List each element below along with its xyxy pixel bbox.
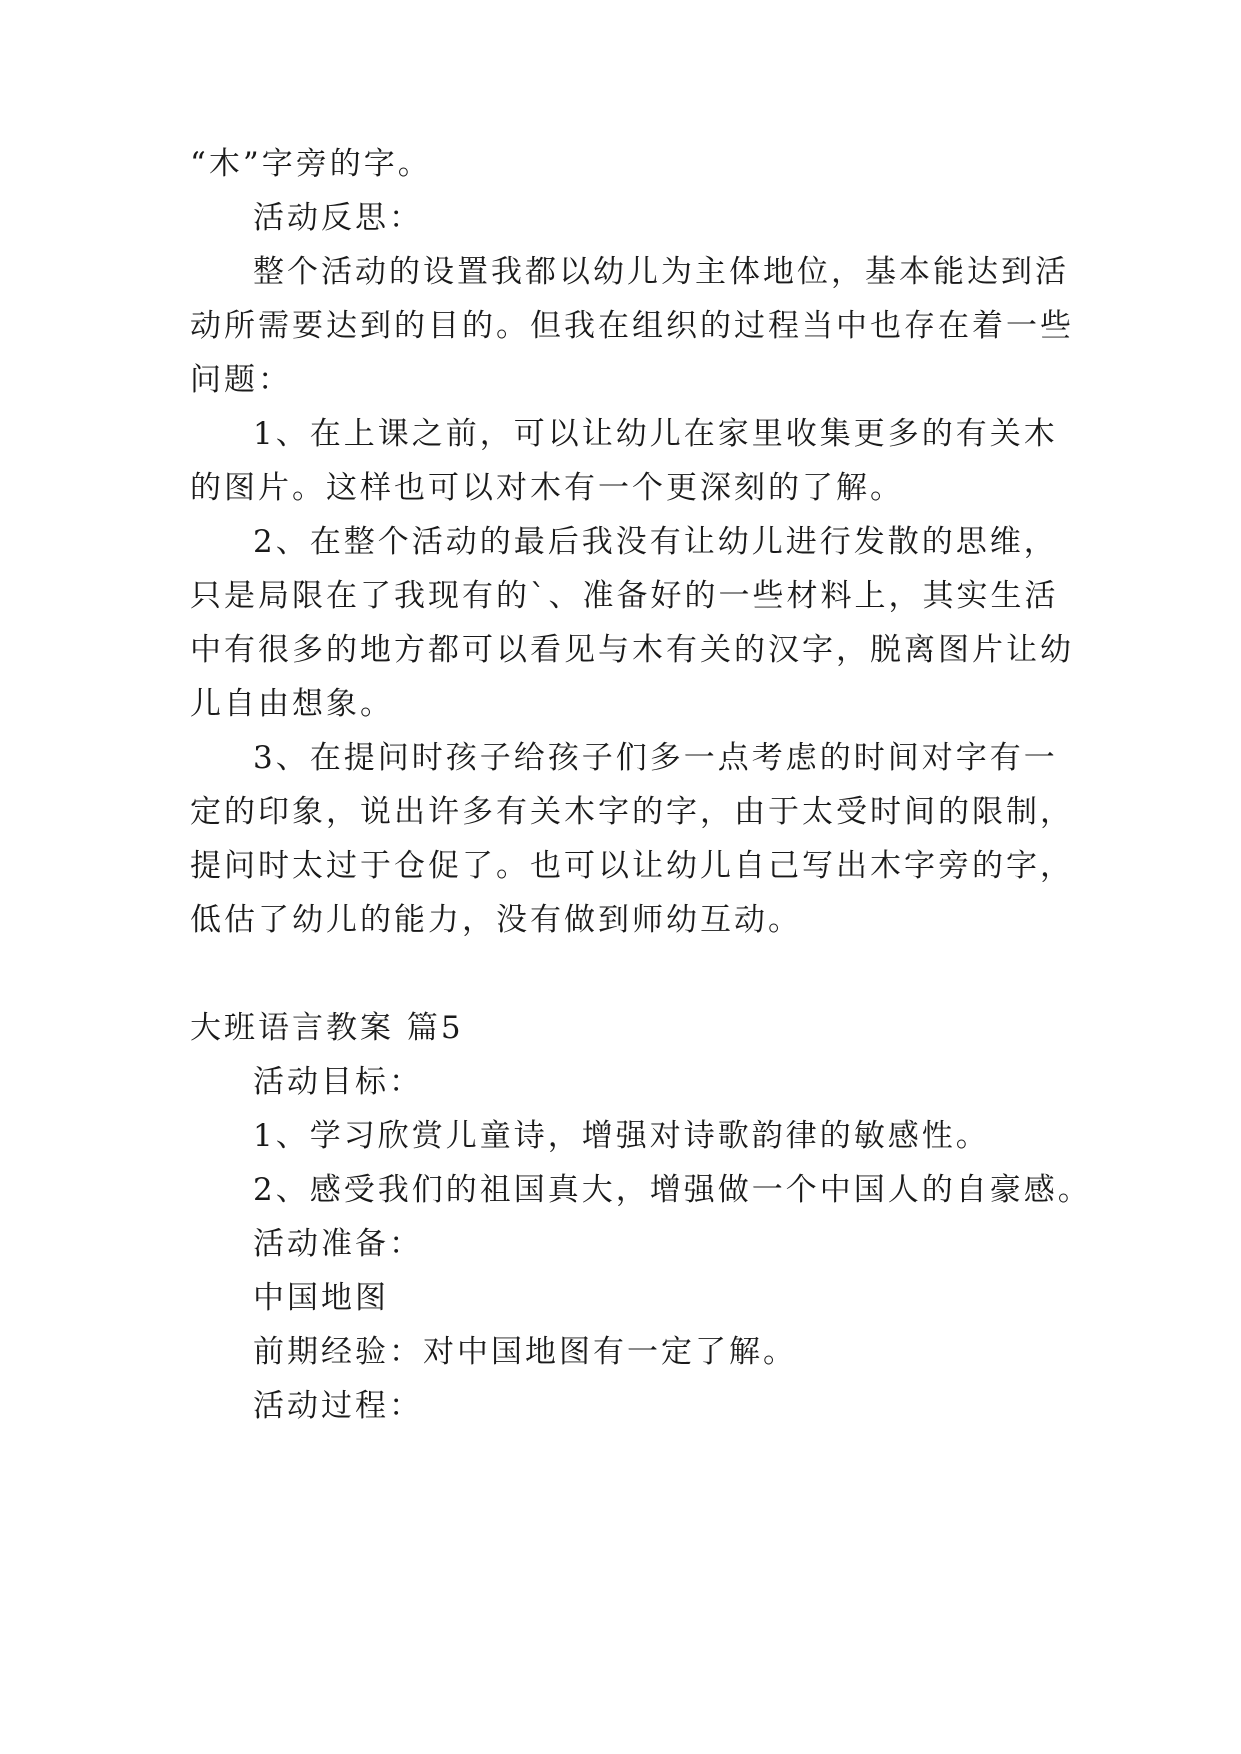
paragraph-line: “木”字旁的字。 xyxy=(190,146,432,182)
paragraph-line: 问题： xyxy=(190,362,292,398)
paragraph-line: 前期经验：对中国地图有一定了解。 xyxy=(253,1334,797,1370)
paragraph-line: 定的印象，说出许多有关木字的字，由于太受时间的限制， xyxy=(190,794,1074,830)
document-title: 大班语言教案 篇5 xyxy=(190,1010,464,1046)
paragraph-line: 2、在整个活动的最后我没有让幼儿进行发散的思维， xyxy=(253,524,1058,560)
section-heading: 活动反思： xyxy=(253,200,423,236)
paragraph-line: 的图片。这样也可以对木有一个更深刻的了解。 xyxy=(190,470,904,506)
paragraph-line: 整个活动的设置我都以幼儿为主体地位，基本能达到活 xyxy=(253,254,1069,290)
paragraph-line: 中国地图 xyxy=(253,1280,389,1316)
paragraph-line: 低估了幼儿的能力，没有做到师幼互动。 xyxy=(190,902,802,938)
section-heading: 活动过程： xyxy=(253,1388,423,1424)
list-item: 1、学习欣赏儿童诗，增强对诗歌韵律的敏感性。 xyxy=(253,1118,990,1154)
paragraph-line: 3、在提问时孩子给孩子们多一点考虑的时间对字有一 xyxy=(253,740,1058,776)
paragraph-line: 1、在上课之前，可以让幼儿在家里收集更多的有关木 xyxy=(253,416,1058,452)
section-heading: 活动目标： xyxy=(253,1064,423,1100)
paragraph-line: 动所需要达到的目的。但我在组织的过程当中也存在着一些 xyxy=(190,308,1074,344)
list-item: 2、感受我们的祖国真大，增强做一个中国人的自豪感。 xyxy=(253,1172,1092,1208)
section-heading: 活动准备： xyxy=(253,1226,423,1262)
paragraph-line: 中有很多的地方都可以看见与木有关的汉字，脱离图片让幼 xyxy=(190,632,1074,668)
paragraph-line: 儿自由想象。 xyxy=(190,686,394,722)
paragraph-line: 只是局限在了我现有的`、准备好的一些材料上，其实生活 xyxy=(190,578,1059,614)
paragraph-line: 提问时太过于仓促了。也可以让幼儿自己写出木字旁的字， xyxy=(190,848,1074,884)
